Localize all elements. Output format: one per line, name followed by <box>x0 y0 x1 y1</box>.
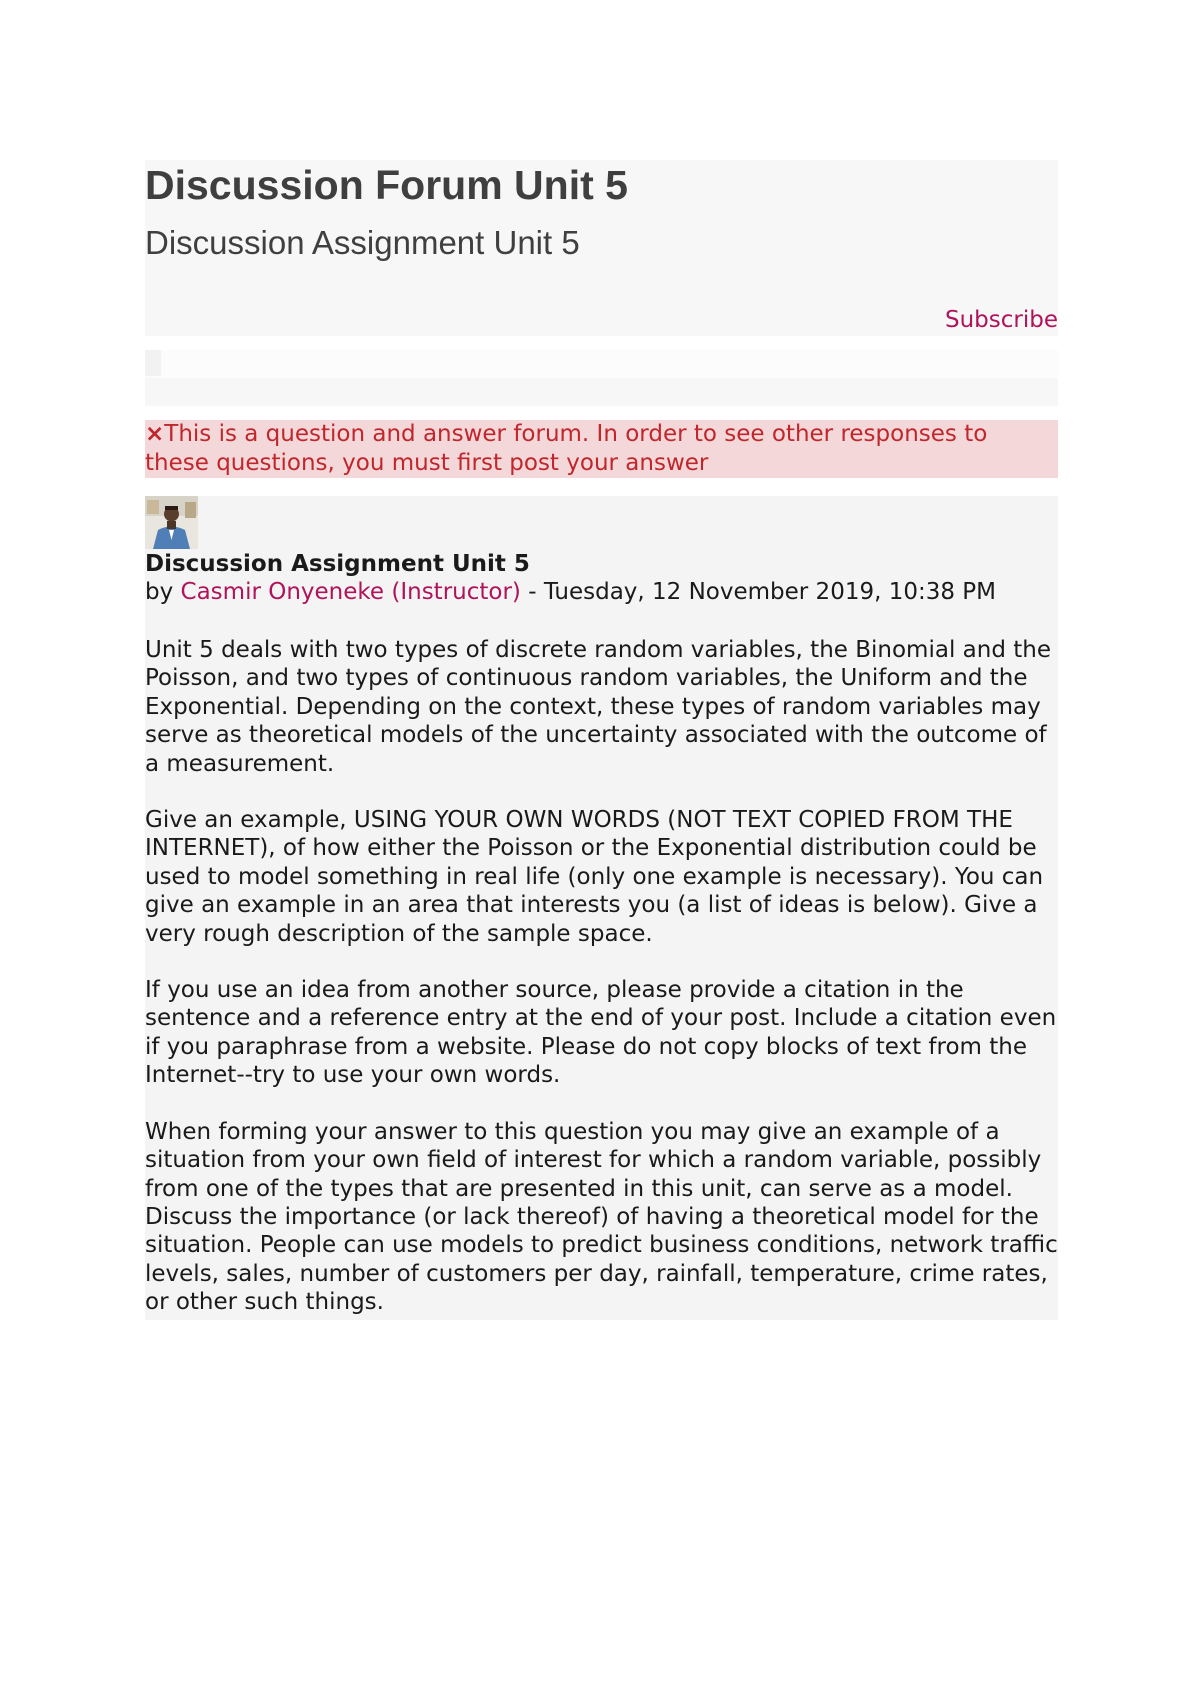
alert-message: This is a question and answer forum. In order to see other responses to these questions, you must first post your answer <box>145 421 988 476</box>
post-subject: Discussion Assignment Unit 5 <box>145 551 530 577</box>
forum-post <box>145 496 1058 1320</box>
author-link[interactable]: Casmir Onyeneke (Instructor) <box>180 579 521 605</box>
toolbar-handle <box>145 350 161 376</box>
forum-header <box>145 160 1058 336</box>
meta-separator: - <box>520 579 544 605</box>
post-meta <box>145 577 996 607</box>
post-paragraph: Unit 5 deals with two types of discrete random variables, the Binomial and the Poisson, and two types of continuous random variables, the Uniform and the Exponential. Depending on the context, these types of random variables may serve as theoretical models of the uncertainty associated with the outcome of a measurement. <box>145 637 1051 777</box>
by-label: by <box>145 579 181 605</box>
post-date: Tuesday, 12 November 2019, 10:38 PM <box>543 579 997 605</box>
assignment-title: Discussion Assignment Unit 5 <box>145 224 580 261</box>
forum-title: Discussion Forum Unit 5 <box>145 162 628 208</box>
toolbar-strip <box>145 350 1058 378</box>
empty-toolbar <box>145 350 1058 406</box>
avatar[interactable] <box>145 496 198 549</box>
post-body <box>145 636 1058 1345</box>
subscribe-link[interactable]: Subscribe <box>944 307 1058 333</box>
post-paragraph: If you use an idea from another source, please provide a citation in the sentence and a reference entry at the end of your post. Include a citation even if you paraphrase from a website. Please do not copy blocks of text from the Internet--try to use your own words. <box>145 977 1057 1089</box>
alert-banner <box>145 420 1058 478</box>
post-paragraph: When forming your answer to this question you may give an example of a situation from your own field of interest for which a random variable, possibly from one of the types that are presented in this unit, can serve as a model. Discuss the importance (or lack thereof) of having a theoretical model for the situation. People can use models to predict business conditions, network traffic levels, sales, number of customers per day, rainfall, temperature, crime rates, or other such things. <box>145 1118 1058 1316</box>
close-icon[interactable]: × <box>145 421 165 447</box>
alert-text <box>145 420 1058 477</box>
post-paragraph: Give an example, USING YOUR OWN WORDS (NOT TEXT COPIED FROM THE INTERNET), of how either the Poisson or the Exponential distribution could be used to model something in real life (only one example is necessary). You can give an example in an area that interests you (a list of ideas is below). Give a very rough description of the sample space. <box>145 807 1044 947</box>
